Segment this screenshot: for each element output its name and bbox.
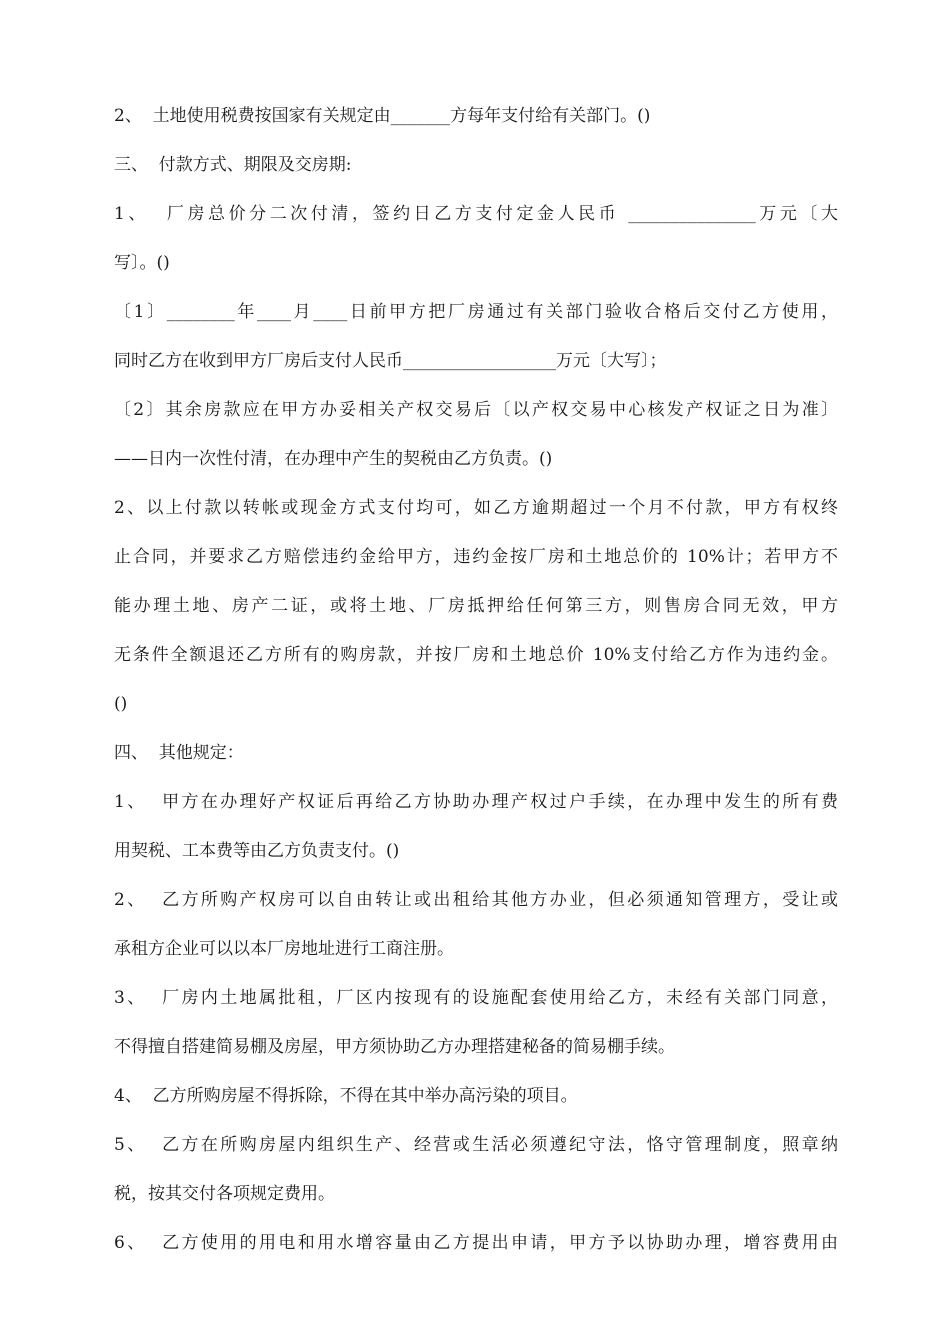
- item-1-line-1: 〔1〕________年____月____日前甲方把厂房通过有关部门验收合格后交付乙方使用，: [114, 302, 838, 322]
- rule-5-line-2: 税，按其交付各项规定费用。: [114, 1184, 335, 1204]
- section-3-heading: 三、 付款方式、期限及交房期:: [114, 155, 352, 175]
- clause-2-pay-line-2: 止合同，并要求乙方赔偿违约金给甲方，违约金按厂房和土地总价的 10%计；若甲方不: [114, 547, 838, 567]
- rule-3-line-1: 3、 厂房内土地属批租，厂区内按现有的设施配套使用给乙方，未经有关部门同意，: [114, 988, 838, 1008]
- section-4-heading: 四、 其他规定：: [114, 743, 244, 763]
- rule-6-line-1: 6、 乙方使用的用电和用水增容量由乙方提出申请，甲方予以协助办理，增容费用由: [114, 1233, 838, 1253]
- item-1-line-2: 同时乙方在收到甲方厂房后支付人民币__________________万元〔大写〕；: [114, 351, 667, 371]
- rule-1-line-2: 用契税、工本费等由乙方负责支付。(): [114, 841, 400, 861]
- rule-2-line-2: 承租方企业可以以本厂房地址进行工商注册。: [114, 939, 454, 959]
- rule-4: 4、 乙方所购房屋不得拆除，不得在其中举办高污染的项目。: [114, 1086, 578, 1106]
- item-2-line-2: ——日内一次性付清，在办理中产生的契税由乙方负责。(): [114, 449, 553, 469]
- rule-5-line-1: 5、 乙方在所购房屋内组织生产、经营或生活必须遵纪守法，恪守管理制度，照章纳: [114, 1135, 838, 1155]
- clause-2-pay-line-4: 无条件全额退还乙方所有的购房款，并按厂房和土地总价 10%支付给乙方作为违约金。: [114, 645, 838, 665]
- item-2-line-1: 〔2〕其余房款应在甲方办妥相关产权交易后〔以产权交易中心核发产权证之日为准〕: [114, 400, 838, 420]
- rule-1-line-1: 1、 甲方在办理好产权证后再给乙方协助办理产权过户手续，在办理中发生的所有费: [114, 792, 838, 812]
- clause-2-pay-line-5: (): [114, 694, 128, 714]
- clause-2-pay-line-3: 能办理土地、房产二证，或将土地、厂房抵押给任何第三方，则售房合同无效，甲方: [114, 596, 838, 616]
- clause-1-line-2: 写〕。(): [114, 253, 170, 273]
- clause-1-line-1: 1、 厂房总价分二次付清，签约日乙方支付定金人民币 _______________万元〔大: [114, 204, 838, 224]
- clause-2-pay-line-1: 2、以上付款以转帐或现金方式支付均可，如乙方逾期超过一个月不付款，甲方有权终: [114, 498, 838, 518]
- clause-2-land-tax: 2、 土地使用税费按国家有关规定由_______方每年支付给有关部门。(): [114, 106, 651, 126]
- rule-2-line-1: 2、 乙方所购产权房可以自由转让或出租给其他方办业，但必须通知管理方，受让或: [114, 890, 838, 910]
- rule-3-line-2: 不得擅自搭建简易棚及房屋，甲方须协助乙方办理搭建秘备的简易棚手续。: [114, 1037, 675, 1057]
